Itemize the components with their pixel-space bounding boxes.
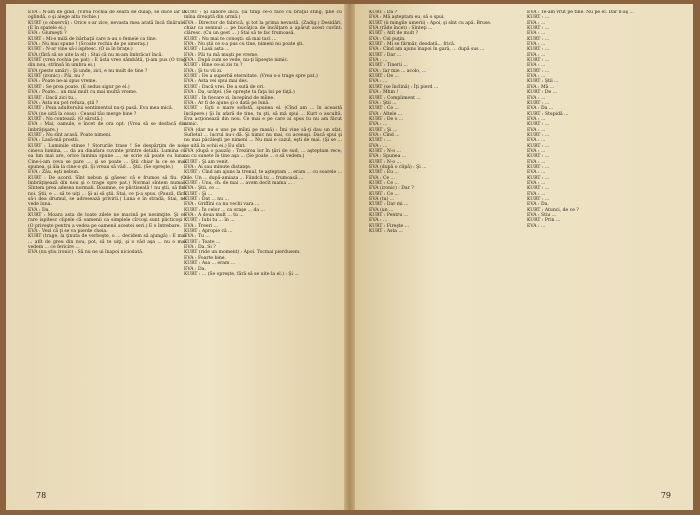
right-page-column-2 [527, 10, 685, 490]
dialogue-line: KURT : ... [527, 36, 551, 42]
dialogue-line: EVA : ... [527, 181, 547, 186]
dialogue-line: EVA : ... [527, 52, 547, 58]
dialogue-line: KURT : Asa ... eram ... [184, 261, 237, 267]
dialogue-line: KURT : Apropie că ... [184, 229, 234, 235]
dialogue-line: KURT (ii mingile umerii) : Apoi, şi sînt cu apă. Bruse. [369, 20, 492, 26]
dialogue-line: EVA : ... [369, 79, 389, 85]
dialogue-line: EVA : Spunea ... [369, 154, 408, 160]
dialogue-line: KURT : Se prea poate. (E sedus sigur pe el.) [28, 84, 130, 90]
dialogue-line: EVA : Poate ne-ai spus vreme. [28, 79, 97, 85]
dialogue-line: KURT : Ce ... [369, 181, 401, 186]
dialogue-line: KURT : Toate ... [184, 239, 222, 245]
dialogue-line: KURT : De a superbă eternitate. (Vrea s-o trage spre pat.) [184, 74, 318, 80]
dialogue-line: KURT : ... [527, 154, 551, 160]
dialogue-line: EVA : A doua mult ... tu ... [184, 213, 244, 219]
dialogue-line: EVA : Cel puţin. [369, 36, 406, 42]
dialogue-line: KURT : Şi am venit. [184, 159, 230, 165]
dialogue-line: EVA : ... [527, 20, 547, 26]
dialogue-line: KURT : Nu mai te conoşti: să mai taci ... [184, 36, 277, 42]
dialogue-line: KURT : Dar ... [369, 52, 403, 58]
dialogue-line: EVA : ... [369, 58, 389, 64]
dialogue-line: KURT : Luminile stinse ! Storurile trase ! Se despărţim de noi, cineva lumina, ... da au dinafara cuvinte printre detalii. Lumina cu ea hm mai are, orice lumina spune ..., se scrie să poate cu luna. Cine-i-am ceva se pare ..., şi se poate ... Ştii chiar la ce se mai spunea, şi ăla la cine-o şti. Şi vreau să văd ... Ştii. (Se opreşte.) [28, 143, 186, 170]
dialogue-line: KURT : Poza adulterului sentimentul nu-ţi pasă. Eva mea mică. [28, 106, 174, 112]
dialogue-line: EVA : Treeri ... [184, 223, 220, 229]
dialogue-line: EVA : Da ... [527, 106, 555, 112]
dialogue-line: KURT : Prin ... [527, 218, 562, 224]
dialogue-line: KURT : Dacă zici tu... [28, 95, 78, 101]
dialogue-line: KURT : Asta ... [369, 229, 405, 235]
page-number-right: 79 [660, 491, 671, 500]
right-page-column-1 [369, 10, 527, 490]
dialogue-line: KURT : De acord. Sînt nebun şi găsesc că e frumos să fiu. (O îmbrăţişează din nou şi o trage spre pat.) Normal sîntem numai. Sîntem prea adesea normali. Doamne, ce plictiseală ! nu ştii, să fim noi. Ştii, e ... să te uiţi ... Şi ai să ştii. Stai, ce ţi-a spus. (Pauză, fără să-i dea drumul, se adresează privirii.) Luna e în stradă, Stai, ne vede luna. [28, 175, 186, 208]
dialogue-line: KURT : ... [527, 47, 551, 53]
dialogue-line: EVA : Tu ... [184, 234, 212, 240]
dialogue-line: KURT : De ... [369, 74, 401, 80]
dialogue-line: KURT : Şi ... [369, 127, 399, 133]
dialogue-line: KURT : ... [369, 138, 393, 144]
dialogue-line: EVA : Cînd ... [369, 132, 401, 138]
dialogue-line: EVA : Iar mie ... acolo, ... [369, 68, 428, 74]
dialogue-line: EVA : ... [527, 74, 547, 80]
dialogue-line: EVA : ... [527, 31, 547, 37]
dialogue-line: KURT : Ce ... [369, 191, 401, 197]
dialogue-line: EVA : ... [527, 170, 547, 176]
dialogue-line: EVA (un ... [369, 207, 395, 213]
dialogue-line: KURT (o observă) : Orice s-ar zice, nevasta mea arată încă tînărule. (E în spatele ei.) [28, 20, 186, 32]
dialogue-line: EVA : Glumeşti ? [28, 31, 67, 37]
dialogue-line: EVA : ... [527, 159, 547, 165]
dialogue-line: KURT : Bine ce-ai zis tu ? [184, 63, 243, 69]
dialogue-line: KURT (se înclină) : Îţi pierd ... [369, 84, 440, 90]
dialogue-line: EVA (peste umăr) : Şi unde, zici, e nu mult de tine ? [28, 68, 148, 74]
dialogue-line: EVA : Poate... un mai mult cu mai multă vreme. [28, 90, 138, 96]
dialogue-line: KURT : ... [527, 175, 551, 181]
dialogue-line: EVA : ... [527, 191, 547, 197]
page-number-left: 78 [36, 491, 47, 500]
dialogue-line: KURT : ... [527, 122, 551, 128]
dialogue-line: EVA (fără să se uite la el) : Stai că nu m-am îmbrăcat încă. [28, 52, 163, 58]
dialogue-line: EVA : Asta vei spui mai des. [184, 79, 249, 85]
dialogue-line: KURT : În fiecare zi, începînd de mîine. [184, 95, 275, 101]
dialogue-line: EVA : După cum se vede, nu-ţi lipseşte nimic. [184, 58, 289, 64]
dialogue-line: EVA (după o clipă) : Şi ... [369, 164, 428, 170]
dialogue-line: EVA : Ar fi de ajuns şi o dată pe lună. [184, 100, 270, 106]
dialogue-line: EVA : ... [369, 218, 389, 224]
dialogue-line: EVA : Ştii, ce ... [184, 186, 222, 192]
dialogue-line: EVA : Cînd am ajuns înapoi în gară, ... după sus ... [369, 47, 486, 53]
dialogue-line: EVA : Vezi că ţi se va pierde cheia. [28, 229, 108, 235]
dialogue-line: KURT (ride un moment) : Apoi. Tocmai pierdusem. [184, 250, 301, 256]
dialogue-line: EVA : Stiu ... [527, 213, 558, 219]
dialogue-line: KURT : ... [527, 68, 551, 74]
dialogue-line: EVA : Zău, eşti nebun. [28, 170, 80, 176]
dialogue-line: EVA : Păi tu mă muşti pe vreme. [184, 52, 259, 58]
dialogue-line: EVA : Mă ... [527, 84, 556, 90]
dialogue-line: KURT : Stupidă ... [527, 111, 570, 117]
dialogue-line: EVA (după o pauză) : Trezirea lor în ţări de sud, ... aşteptam rece, nu cu sunete în tine aşa ... (Se poate ... o să vedem.) [184, 148, 342, 160]
dialogue-line: KURT : Unu, ch. de mai ... avem decît mama ... . [184, 181, 297, 186]
dialogue-line: EVA (ne uită la ceas) : Ceasul tău merge bine ? [28, 111, 137, 117]
dialogue-line: EVA (ironic) : Dar ? [369, 186, 414, 192]
dialogue-line: KURT : Lasă asta ... [184, 47, 231, 53]
dialogue-line: EVA : Asta nu pot refuza, ştii ? [28, 100, 99, 106]
dialogue-line: KURT (ironic) : Păi, nu ? [28, 74, 85, 80]
dialogue-line: EVA : ... [527, 138, 547, 144]
left-page [6, 4, 344, 510]
book-gutter [344, 4, 355, 510]
dialogue-line: KURT : N-ar vine să-i ispitesc. (O ia în braţe.) [28, 47, 133, 53]
dialogue-line: KURT : ... [527, 58, 551, 64]
dialogue-line: KURT : Atît de mult ? [369, 31, 419, 37]
dialogue-line: KURT : ... [527, 164, 551, 170]
dialogue-line: KURT : ... [527, 132, 551, 138]
dialogue-line: EVA : Nu mai spune ! (Scoate rochia de pe umeraş.) [28, 42, 149, 48]
dialogue-line: KURT : Compliment ... [369, 95, 423, 101]
dialogue-line: EVA : ... [369, 122, 389, 128]
dialogue-line: EVA : Da. [184, 266, 206, 272]
dialogue-line: KURT : Mi-e milă de bărbaţii care n-au o femeie ca tine. [28, 36, 157, 42]
dialogue-line: EVA : ... [527, 95, 547, 101]
dialogue-line: EVA (tu) ... [369, 197, 396, 203]
dialogue-line: KURT : ... [527, 186, 551, 192]
dialogue-line: EVA : Te-am vrut pe tine. Nu pe el. Dar n-aş ... [527, 10, 636, 15]
dialogue-line: EVA : N-am de gînd. (Vîrsă rochia de seară de dulap, se duce iar la oglindă, o şi alege alta rochie.) [28, 10, 186, 21]
dialogue-line: EVA : Şi tu vii zi. [184, 68, 223, 74]
dialogue-line: EVA : ... [527, 116, 547, 122]
dialogue-line: KURT : Fireşte ... [369, 223, 411, 229]
dialogue-line: EVA (dar nu e uns pe mîini pe masă) : Îmi vine să-ţi dau un sfat. Sufletul ... lucrul nu-i dă. Şi nimic nu mai, cu aceeaşi. Dacă spui şi nu mai păcăleşti pe nimeni ... Nu mai e cazul, eşti de mai. (Şi se ... se uită în ochii ei.) Eu sînt. [184, 127, 342, 149]
left-page-column-1 [28, 10, 186, 490]
dialogue-line: KURT : De ... [527, 90, 559, 96]
dialogue-line: KURT : Cînd am ajuns la trenul, te aşteptam ... eram ... cu soarele ... zile. Un ... după-amiaza ... Fiindcă tu ... frumoasă ... [184, 170, 342, 181]
dialogue-line: EVA : Director de fabrică, şi tot la prima nevastă. (Zadig.) Desidări, chiar ca semnul ... pe bucăţica de încălţare a apărut acest cuvînt: clăresc. (Cu un gest ... ) Stai să te fac frumoasă. [184, 20, 342, 37]
dialogue-line: KURT : De o ... [369, 116, 405, 122]
dialogue-line: EVA : Da. Si ? [184, 245, 216, 251]
dialogue-line: EVA : Mă aşteptam eu, să o spui. [369, 15, 445, 21]
dialogue-line: KURT : ... (Se opreşte, fără să se uite la el.) : Şi ... [184, 271, 301, 277]
dialogue-line: EVA : ... [369, 143, 389, 149]
dialogue-line: EVA : Lasă-mă prostii. [28, 138, 80, 144]
dialogue-line: KURT : În celor ... ca oraşe ... da ... [184, 207, 267, 213]
dialogue-line: EVA (nu ştiu ironic) : Să nu ne ui înapoi niciodată. [28, 250, 144, 256]
dialogue-line: KURT : Pentru ... [369, 213, 410, 219]
dialogue-line: EVA : Mai, oamule, e încet de ora opt. (Vrea să se desfacă din îmbrăţişare.) [28, 122, 186, 133]
dialogue-line: KURT (vrea rochia pe pat) : E ăsta vreo sămbătă, ţi-am pus (O trag din nou, strînsă în umbra ei.) [28, 58, 186, 69]
dialogue-line: EVA : ... [527, 42, 547, 48]
left-page-column-2 [184, 10, 342, 490]
dialogue-line: KURT : Şi ... [184, 191, 214, 197]
dialogue-line: KURT : Dat ... nu ... [184, 197, 231, 203]
dialogue-line: EVA : Altele ... [369, 111, 404, 117]
dialogue-line: EVA : Foarte bine. [184, 255, 226, 261]
dialogue-line: KURT : Moara asta de toate zilele ne macină pe nesimţite. Şi ce rare ispitesc clipele că oamenii ca simplele cîrcoşi sunt plicticoşi ! (O priveşte pentru a vedea pe oamenii acestei seri.) E o întrebare. [28, 213, 186, 229]
dialogue-line: KURT : ... [527, 26, 551, 32]
dialogue-line: EVA : Da. [28, 207, 50, 213]
dialogue-line: KURT : Dar mi ... [369, 202, 410, 208]
dialogue-line: EVA : ... [527, 223, 547, 229]
dialogue-line: KURT : N-o ... [369, 148, 403, 154]
dialogue-line: EVA : Da, urăţei. (Se opreşte tu faţa lui pe faţă.) [184, 90, 295, 96]
dialogue-line: EVA : Griffini ca nu vechi vara ... [184, 202, 261, 208]
right-page [355, 4, 693, 510]
dialogue-line: KURT : Da ? [369, 10, 398, 15]
dialogue-line: KURT : ... [527, 197, 551, 203]
dialogue-line: KURT : Atunci, de ce ? [527, 207, 579, 213]
dialogue-line: KURT : Ştii ... [527, 79, 560, 85]
dialogue-line: KURT : Iubi tu ... în ... [184, 218, 236, 224]
dialogue-line: EVA : ... [527, 148, 547, 154]
dialogue-line: KURT : N-o ... [369, 159, 403, 165]
dialogue-line: KURT : ... [527, 100, 551, 106]
dialogue-line: EVA : Nu ştii ce s-a pus cu tine, nimeni nu poate şti. [184, 42, 304, 48]
dialogue-line: KURT : Eşti o mare sofistă, spunea el. (Cînd am ... în această încăpere.) Şi în afară de tine, tu şti, să mă spui ... Kurt o ascultă. Eva acţionează din nou. Ce mai e pe care ai spus tu nu am făcut nimic. [184, 106, 342, 128]
dialogue-line: EVA : Ce ... [369, 175, 397, 181]
dialogue-line: KURT : Tinerii ... [369, 63, 410, 69]
dialogue-line: KURT : ... [527, 143, 551, 149]
dialogue-line: KURT (trage, la ţinuta de verbeşte, o ... decidem să ajungă) : E mai ... atît de greu din nou, pot, să te uiţi, şi o văd aşa ... nu o mai vedem ... ce fericire ... [28, 234, 186, 251]
dialogue-line: KURT : Nu contează. (O sărută.) [28, 116, 103, 122]
dialogue-line: EVA : Ai sau minute distanţe. [184, 164, 252, 170]
dialogue-line: EVA : ... [527, 127, 547, 133]
dialogue-line: KURT : Mi se fărmăr, deodată... frică. [369, 42, 456, 48]
dialogue-line: KURT : Eu ... [369, 170, 401, 176]
dialogue-line: KURT : ... [527, 15, 551, 21]
dialogue-line: KURT : Dacă vrei. De a sută de ori. [184, 84, 265, 90]
dialogue-line: KURT : Şi sabore încă. (ia timp ce-o face cu braţul stîng, ţine cu mîna dreaptă din urmă.) [184, 10, 342, 21]
dialogue-line: EVA : Da. [527, 202, 549, 208]
dialogue-line: EVA : ... [527, 63, 547, 69]
dialogue-line: KURT : Ce ... [369, 106, 401, 112]
dialogue-line: KURT : Nu sînt acasă. Poate nimeni. [28, 132, 112, 138]
dialogue-line: EVA (râde încet) : Sînteţi ... [369, 26, 434, 32]
dialogue-line: EVA : Mhm ! [369, 90, 399, 96]
dialogue-line: EVA : Ştii ... [369, 100, 399, 106]
